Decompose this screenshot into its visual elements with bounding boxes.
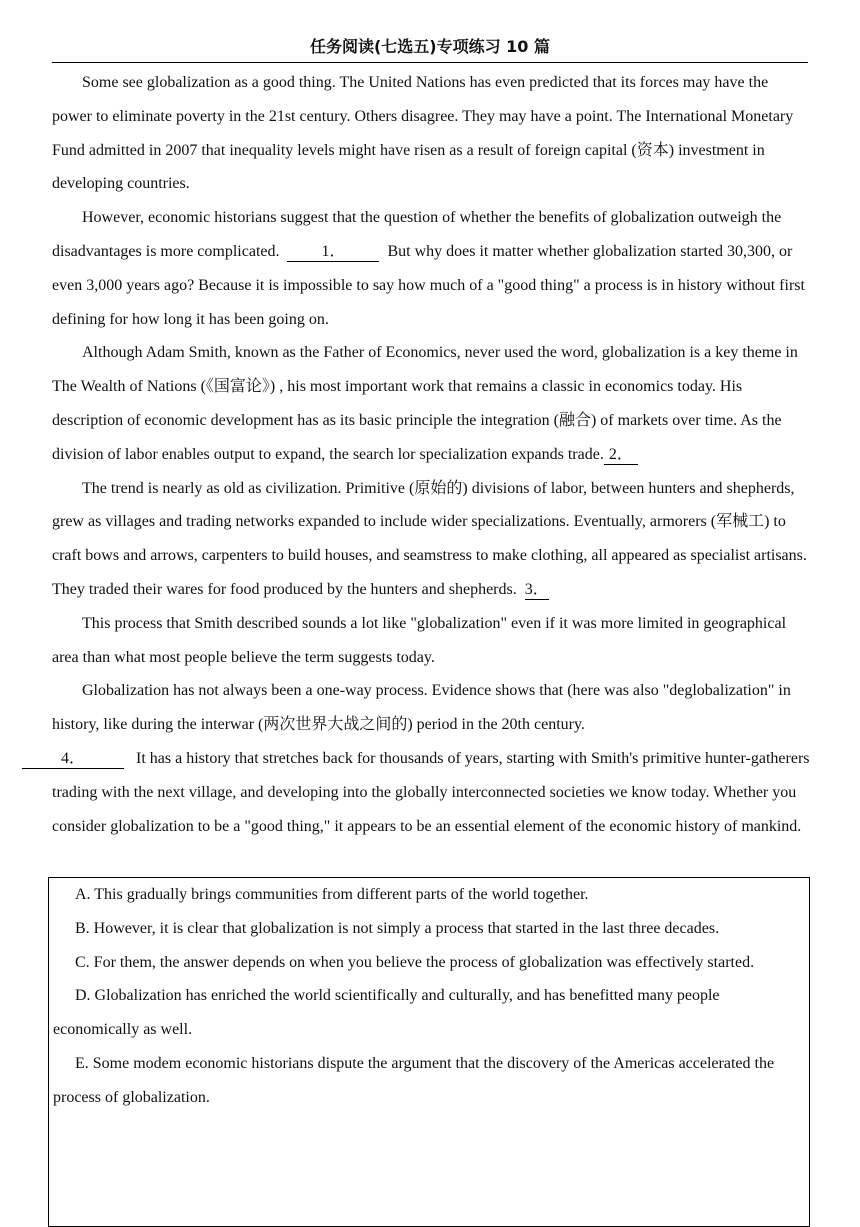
paragraph-4-text: The trend is nearly as old as civilization. Primitive (原始的) divisions of labor, between hunters and shepherds, grew as villages and trading networks expanded to include wider specializations. Eventually, armorers (军械工) to craft bows and arrows, carpenters to build houses, and seamstress to make clothing, all appeared as specialist artisans. They traded their wares for food produced by the hunters and shepherds.: [52, 479, 807, 598]
answer-blank-1: 1．: [287, 243, 379, 262]
paragraph-6-part-b: It has a history that stretches back for thousands of years, starting with Smith's primitive hunter-gatherers trading with the next village, and developing into the globally interconnected societies we know today. Whether you consider globalization to be a "good thing," it appears to be an essential element of the economic history of mankind.: [52, 749, 810, 835]
option-a: A. This gradually brings communities from different parts of the world together.: [75, 886, 589, 903]
answer-blank-4: 4．: [22, 750, 124, 769]
page-header: [52, 36, 808, 63]
answer-blank-3: 3．: [524, 580, 549, 598]
options-box: [48, 877, 810, 1227]
paragraph-2-part-b: But why does it matter whether globalization started 30,300, or even 3,000 years ago? Because it is impossible to say how much of a "good thing" a process is in history without first defining for how long it has been going on.: [52, 242, 805, 328]
paragraph-1: Some see globalization as a good thing. The United Nations has even predicted that its forces may have the power to eliminate poverty in the 21st century. Others disagree. They may have a point. The International Monetary Fund admitted in 2007 that inequality levels might have risen as a result of foreign capital (资本) investment in developing countries.: [52, 74, 794, 193]
option-d: D. Globalization has enriched the world scientifically and culturally, and has benefitted many people economically as well.: [53, 987, 720, 1039]
page-title: 任务阅读(七选五)专项练习 10 篇: [309, 37, 551, 56]
paragraph-6: [52, 674, 810, 843]
paragraph-4: [52, 472, 810, 607]
passage: [52, 66, 810, 843]
option-c: C. For them, the answer depends on when you believe the process of globalization was effectively started.: [75, 953, 755, 971]
paragraph-3-text: Although Adam Smith, known as the Father of Economics, never used the word, globalization is a key theme in The Wealth of Nations (《国富论》) , his most important work that remains a classic in economics today. His description of economic development has as its basic principle the integration (融合) of markets over time. As the division of labor enables output to expand, the search lor specialization expands trade.: [52, 344, 798, 463]
option-b: B. However, it is clear that globalization is not simply a process that started in the last three decades.: [75, 919, 720, 937]
option-e: E. Some modem economic historians dispute the argument that the discovery of the Americas accelerated the process of globalization.: [53, 1054, 775, 1106]
answer-blank-2: 2．: [604, 446, 638, 465]
paragraph-6-part-a: Globalization has not always been a one-way process. Evidence shows that (here was also "deglobalization" in history, like during the interwar (两次世界大战之间的) period in the 20th century.: [52, 682, 791, 734]
paragraph-5: This process that Smith described sounds a lot like "globalization" even if it was more limited in geographical area than what most people believe the term suggests today.: [52, 614, 787, 666]
paragraph-2: [52, 201, 810, 336]
paragraph-3: [52, 336, 810, 471]
paragraph-2-part-a: However, economic historians suggest that the question of whether the benefits of globalization outweigh the disadvantages is more complicated.: [52, 209, 782, 260]
